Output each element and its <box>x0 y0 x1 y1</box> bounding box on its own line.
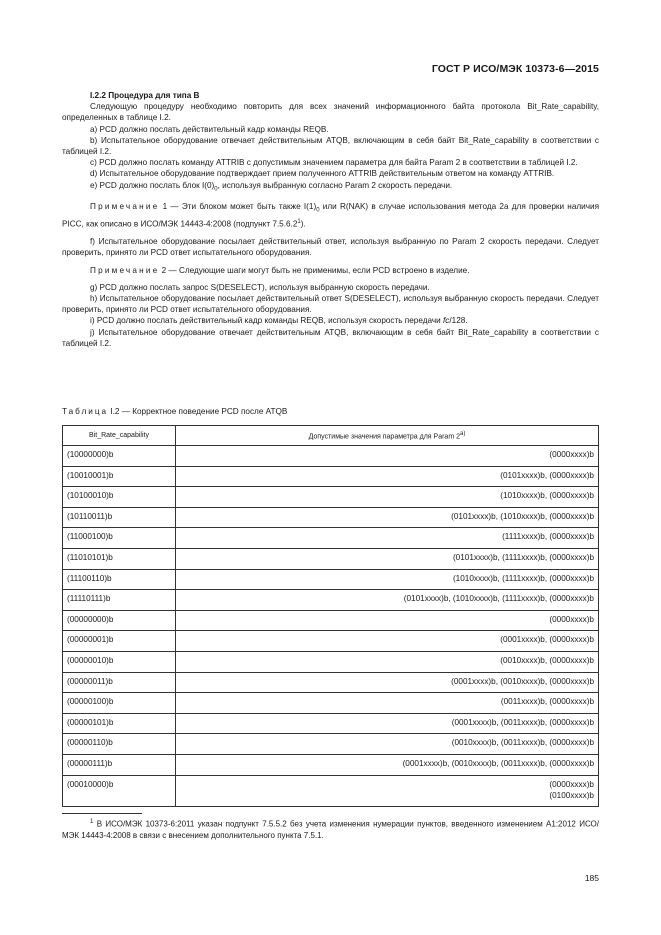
cell-bitrate: (11100110)b <box>63 569 176 590</box>
col-header-bitrate: Bit_Rate_capability <box>63 426 176 446</box>
cell-param2: (0000xxxx)b <box>176 446 599 467</box>
footnote: $^1$ В ИСО/МЭК 10373-6:2011 указан подпункт 7.5.5.2 без учета изменения нумерации пунктов, введенного изменением А1:2012 ИСО/МЭК 14443-4:2008 в связи с внесением дополнительного пункта 7.5.1. <box>62 819 599 841</box>
cell-param2: (0001xxxx)b, (0000xxxx)b <box>176 631 599 652</box>
para-b: b) Испытательное оборудование отвечает действительным ATQB, включающим в себя байт Bit_Rate_capability в соответствии с таблицей I.2. <box>62 135 599 157</box>
note-2: Примечание 2 — Следующие шаги могут быть не применимы, если PCD встроено в изделие. <box>90 265 470 275</box>
table-row <box>63 466 599 487</box>
cell-param2: (0001xxxx)b, (0011xxxx)b, (0000xxxx)b <box>176 713 599 734</box>
cell-param2: (0000xxxx)b <box>176 610 599 631</box>
para-j: j) Испытательное оборудование отвечает действительным ATQB, включающим в себя байт Bit_Rate_capability в соответствии с таблицей I.2. <box>62 327 599 348</box>
cell-bitrate: (00000100)b <box>63 693 176 714</box>
para-a: а) PCD должно послать действительный кадр команды REQB. <box>90 124 329 134</box>
table-row <box>63 713 599 734</box>
cell-param2: (1111xxxx)b, (0000xxxx)b <box>176 528 599 549</box>
para-g: g) PCD должно послать запрос S(DESELECT), используя выбранную скорость передачи. <box>90 282 430 292</box>
table-row <box>63 446 599 467</box>
para-h: h) Испытательное оборудование посылает действительный ответ S(DESELECT), используя выбранную скорость передачи. Следует проверить, принято ли PCD ответ испытательного оборудования. <box>62 294 599 315</box>
table-row <box>63 507 599 528</box>
section-title: I.2.2 Процедура для типа В <box>90 91 200 100</box>
table-row <box>63 528 599 549</box>
table-row <box>63 651 599 672</box>
document-header: ГОСТ Р ИСО/МЭК 10373-6—2015 <box>431 63 599 75</box>
cell-param2: (0000xxxx)b (0100xxxx)b <box>176 775 599 806</box>
cell-bitrate: (10000000)b <box>63 446 176 467</box>
cell-param2: (0011xxxx)b, (0000xxxx)b <box>176 693 599 714</box>
note-label: Примечание <box>90 265 160 275</box>
section-body <box>62 90 599 349</box>
table-row <box>63 693 599 714</box>
para-i: i) PCD должно послать действительный кадр команды REQB, используя скорость передачи fc/128. <box>90 316 468 326</box>
cell-bitrate: (00000010)b <box>63 651 176 672</box>
cell-param2: (0010xxxx)b, (0000xxxx)b <box>176 651 599 672</box>
table-row <box>63 631 599 652</box>
cell-param2: (0101xxxx)b, (1010xxxx)b, (0000xxxx)b <box>176 507 599 528</box>
cell-bitrate: (00000101)b <box>63 713 176 734</box>
cell-param2: (0101xxxx)b, (1111xxxx)b, (0000xxxx)b <box>176 548 599 569</box>
table-row <box>63 775 599 806</box>
cell-param2: (0101xxxx)b, (1010xxxx)b, (1111xxxx)b, (0000xxxx)b <box>176 590 599 611</box>
cell-bitrate: (00000111)b <box>63 754 176 775</box>
table-caption: Таблица I.2 — Корректное поведение PCD после ATQB <box>62 407 288 416</box>
table-row <box>63 548 599 569</box>
cell-bitrate: (10100010)b <box>63 487 176 508</box>
cell-bitrate: (10010001)b <box>63 466 176 487</box>
note-1: Примечание 1 — Эти блоком может быть также $I(1)_0$ или R(NAK) в случае использования метода 2а для проверки наличия PICC, как описано в ИСО/МЭК 14443-4:2008 (подпункт 7.5.6.2$^1$). <box>62 202 600 230</box>
cell-param2: (0001xxxx)b, (0010xxxx)b, (0000xxxx)b <box>176 672 599 693</box>
para-e: е) PCD должно послать блок $I(0)_0$, используя выбранную согласно Param 2 скорость передачи. <box>90 180 453 193</box>
table-header-row <box>63 426 599 446</box>
cell-bitrate: (00010000)b <box>63 775 176 806</box>
cell-bitrate: (00000000)b <box>63 610 176 631</box>
cell-bitrate: (10110011)b <box>63 507 176 528</box>
para-d: d) Испытательное оборудование подтверждает прием полученного ATTRIB действительным ответом на команду ATTRIB. <box>90 169 555 179</box>
table-row <box>63 569 599 590</box>
cell-bitrate: (00000011)b <box>63 672 176 693</box>
table-row <box>63 610 599 631</box>
bitrate-table <box>62 425 599 807</box>
note-label: Примечание <box>90 202 160 212</box>
para-c: с) PCD должно послать команду ATTRIB с допустимым значением параметра для байта Param 2 в соответствии в таблицей I.2. <box>90 158 578 168</box>
cell-bitrate: (00000001)b <box>63 631 176 652</box>
cell-param2: (0001xxxx)b, (0010xxxx)b, (0011xxxx)b, (0000xxxx)b <box>176 754 599 775</box>
cell-param2: (1010xxxx)b, (0000xxxx)b <box>176 487 599 508</box>
cell-param2: (0101xxxx)b, (0000xxxx)b <box>176 466 599 487</box>
cell-bitrate: (11010101)b <box>63 548 176 569</box>
cell-param2: (0010xxxx)b, (0011xxxx)b, (0000xxxx)b <box>176 734 599 755</box>
table-row <box>63 590 599 611</box>
para-intro: Следующую процедуру необходимо повторить для всех значений информационного байта протокола Bit_Rate_capability, определенных в таблице I.2. <box>62 102 599 123</box>
page-number: 185 <box>584 873 599 883</box>
col-header-param2: Допустимые значения параметра для Param $2^{а)}$ <box>176 426 599 446</box>
table-row <box>63 672 599 693</box>
table-row <box>63 734 599 755</box>
footnote-separator <box>62 813 142 814</box>
para-f: f) Испытательное оборудование посылает действительный ответ, используя выбранную по Param 2 скорость передачи. Следует проверить, принято ли PCD ответ испытательного оборудования. <box>62 237 599 258</box>
cell-param2: (1010xxxx)b, (1111xxxx)b, (0000xxxx)b <box>176 569 599 590</box>
cell-bitrate: (11000100)b <box>63 528 176 549</box>
cell-bitrate: (11110111)b <box>63 590 176 611</box>
table-row <box>63 487 599 508</box>
cell-bitrate: (00000110)b <box>63 734 176 755</box>
table-row <box>63 754 599 775</box>
